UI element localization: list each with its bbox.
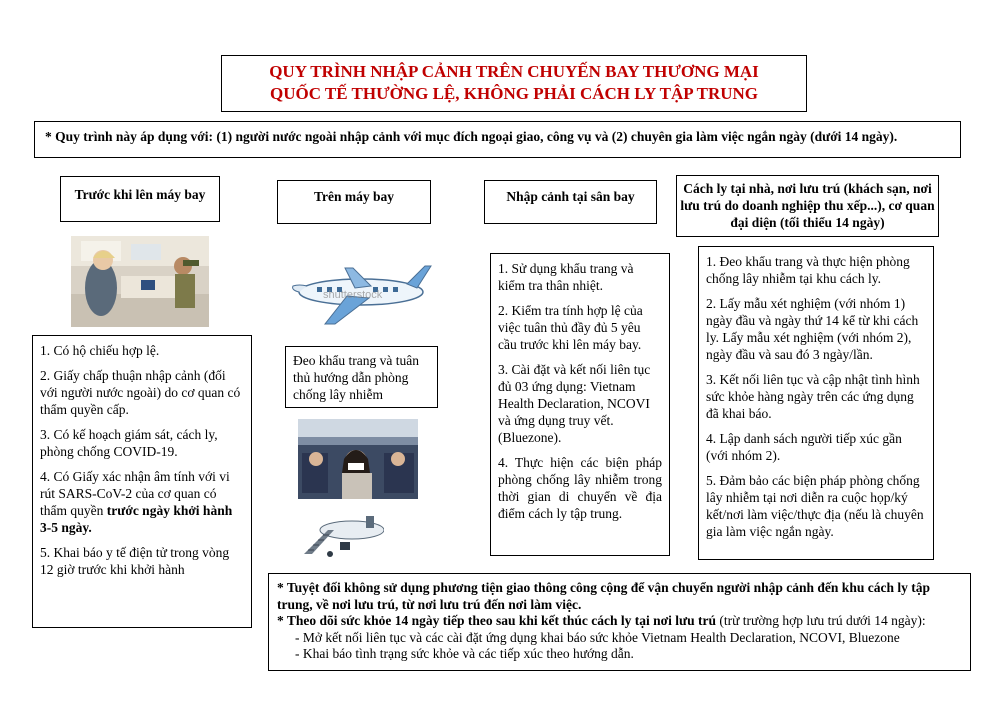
list-item: 1. Đeo khẩu trang và thực hiện phòng chống lây nhiễm tại khu cách ly. <box>706 254 910 286</box>
list-item: 1. Sử dụng khẩu trang và kiểm tra thân nhiệt. <box>498 261 634 293</box>
heading-on-board: Trên máy bay <box>277 180 431 224</box>
heading-before-flight: Trước khi lên máy bay <box>60 176 220 222</box>
list-item: 5. Khai báo y tế điện tử trong vòng 12 giờ trước khi khởi hành <box>40 545 230 577</box>
list-item <box>40 468 244 536</box>
quarantine-list <box>698 246 934 560</box>
plane-boarding-stairs-photo <box>300 512 384 558</box>
list-item: 2. Lấy mẫu xét nghiệm (với nhóm 1) ngày đầu và ngày thứ 14 kể từ khi cách ly. Lấy mẫu xét nghiệm (với nhóm 2), ngày đầu và sau đó 3 ngày/lần. <box>706 296 919 362</box>
heading-quarantine: Cách ly tại nhà, nơi lưu trú (khách sạn, nơi lưu trú do doanh nghiệp thu xếp...), cơ quan đại diện (tối thiểu 14 ngày) <box>676 175 939 237</box>
list-item: 5. Đảm bảo các biện pháp phòng chống lây nhiễm tại nơi diễn ra cuộc họp/ký kết/nơi làm việc/thực địa (nếu là chuyên gia làm việc ngắn ngày. <box>706 473 924 539</box>
airport-entry-list <box>490 253 670 556</box>
list-item: 2. Giấy chấp thuận nhập cảnh (đối với người nước ngoài) do cơ quan có thẩm quyền cấp. <box>40 368 241 417</box>
title-line-2: QUỐC TẾ THƯỜNG LỆ, KHÔNG PHẢI CÁCH LY TẬP TRUNG <box>269 84 759 103</box>
list-item: 3. Kết nối liên tục và cập nhật tình hình sức khỏe hàng ngày trên các ứng dụng đã khai báo. <box>706 372 920 421</box>
before-flight-list <box>32 335 252 628</box>
list-item: 3. Có kế hoạch giám sát, cách ly, phòng chống COVID-19. <box>40 427 218 459</box>
list-item: 4. Lập danh sách người tiếp xúc gần (với nhóm 2). <box>706 431 902 463</box>
note-line-2 <box>277 613 962 630</box>
note-rest: (trừ trường hợp lưu trú dưới 14 ngày): <box>715 613 926 628</box>
watermark-text: shutterstock <box>323 289 383 301</box>
list-item: 2. Kiểm tra tính hợp lệ của việc tuân thủ đầy đủ 5 yêu cầu trước khi lên máy bay. <box>498 303 643 352</box>
note-line-1: * Tuyệt đối không sử dụng phương tiện giao thông công cộng để vận chuyển người nhập cảnh đến khu cách ly tập trung, về nơi lưu trú, từ nơi lưu trú đến nơi làm việc. <box>277 580 930 612</box>
note-sub-2: - Khai báo tình trạng sức khỏe và các tiếp xúc theo hướng dẫn. <box>295 646 634 661</box>
on-board-text: Đeo khẩu trang và tuân thủ hướng dẫn phòng chống lây nhiễm <box>285 346 438 408</box>
page-title <box>221 55 807 112</box>
bottom-notes <box>268 573 971 671</box>
note-sub-1: - Mở kết nối liên tục và các cài đặt ứng dụng khai báo sức khỏe Vietnam Health Declaration, NCOVI, Bluezone <box>295 629 900 645</box>
heading-airport-entry: Nhập cảnh tại sân bay <box>484 180 657 224</box>
item-text: 4. Có Giấy xác nhận âm tính với vi rút SARS-CoV-2 của cơ quan có thẩm quyền <box>40 469 230 518</box>
title-line-1: QUY TRÌNH NHẬP CẢNH TRÊN CHUYẾN BAY THƯƠNG MẠI <box>269 62 759 81</box>
list-item: 1. Có hộ chiếu hợp lệ. <box>40 343 160 358</box>
item-bold-text: trước ngày khởi hành 3-5 ngày. <box>40 503 233 535</box>
passport-check-photo <box>71 236 209 327</box>
airplane-illustration <box>287 252 435 330</box>
list-item: 4. Thực hiện các biện pháp phòng chống lây nhiễm trong thời gian di chuyển về địa điểm cách ly tập trung. <box>498 455 662 521</box>
note-bold: * Theo dõi sức khỏe 14 ngày tiếp theo sau khi kết thúc cách ly tại nơi lưu trú <box>277 613 716 628</box>
cabin-passengers-photo <box>298 419 418 499</box>
list-item: 3. Cài đặt và kết nối liên tục đủ 03 ứng dụng: Vietnam Health Declaration, NCOVI và ứng dụng truy vết.(Bluezone). <box>498 362 651 445</box>
scope-note: * Quy trình này áp dụng với: (1) người nước ngoài nhập cảnh với mục đích ngoại giao, công vụ và (2) chuyên gia làm việc ngắn ngày (dưới 14 ngày). <box>34 121 961 158</box>
